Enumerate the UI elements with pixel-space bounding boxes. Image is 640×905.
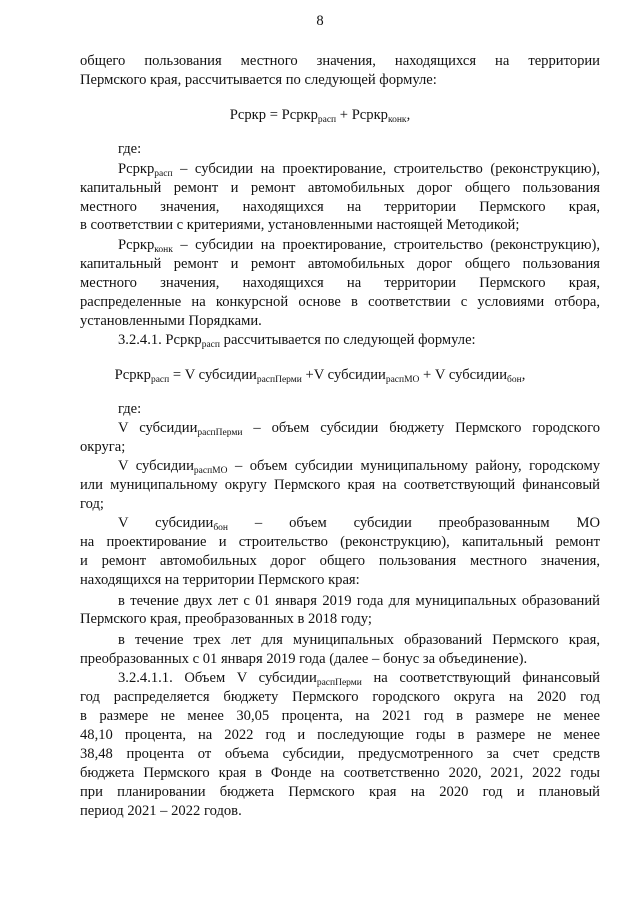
- text-line: на проектирование и строительство (реконструкцию), капитальный ремонт: [80, 534, 600, 550]
- text-line: общего пользования местного значения, находящихся на территории: [80, 53, 600, 69]
- text-line: и ремонт автомобильных дорог общего пользования местного значения,: [80, 553, 600, 569]
- text-line: при планировании бюджета Пермского края на 2020 год и плановый: [80, 784, 600, 800]
- formula-2: Рсркр$_{расп}$ = V субсидии$_{распПерми}$ +V субсидии$_{распМО}$ + V субсидии$_{бон}$,: [114, 367, 526, 385]
- text-line: в соответствии с критериями, установленными настоящей Методикой;: [80, 217, 520, 233]
- text-line: преобразованных с 01 января 2019 года (далее – бонус за объединение).: [80, 651, 528, 667]
- text-line: бюджета Пермского края в Фонде на соответственно 2020, 2021, 2022 годы: [80, 765, 600, 781]
- text-line: год;: [80, 496, 104, 512]
- text-line: Пермского края, преобразованных в 2018 году;: [80, 611, 372, 627]
- text-line: 38,48 процента от объема субсидии, предусмотренного за счет средств: [80, 746, 600, 762]
- text-line: местного значения, находящихся на территории Пермского края,: [80, 199, 600, 215]
- text-line: V субсидии$_{бон}$ – объем субсидии преобразованным МО: [118, 515, 600, 533]
- text-line: капитальный ремонт и ремонт автомобильных дорог общего пользования: [80, 256, 600, 272]
- text-line: капитальный ремонт и ремонт автомобильных дорог общего пользования: [80, 180, 600, 196]
- text-line: V субсидии$_{распПерми}$ – объем субсидии бюджету Пермского городского: [118, 420, 600, 438]
- section-3-2-4-1: 3.2.4.1. Рсркр$_{расп}$ рассчитывается по следующей формуле:: [118, 332, 476, 350]
- text-line: 48,10 процента, на 2022 год и последующие годы в размере не менее: [80, 727, 600, 743]
- text-line: распределенные на конкурсной основе в соответствии с условиями отбора,: [80, 294, 600, 310]
- text-line: Рсркр$_{конк}$ – субсидии на проектирование, строительство (реконструкцию),: [118, 237, 600, 255]
- section-3-2-4-1-1: 3.2.4.1.1. Объем V субсидии$_{распПерми}$ на соответствующий финансовый: [118, 670, 600, 688]
- text-line: находящихся на территории Пермского края:: [80, 572, 360, 588]
- page-number: 8: [316, 13, 324, 29]
- formula-1: Рсркр = Рсркр$_{расп}$ + Рсркр$_{конк}$,: [229, 107, 411, 125]
- text-line: Пермского края, рассчитывается по следующей формуле:: [80, 72, 437, 88]
- text-line: Рсркр$_{расп}$ – субсидии на проектирование, строительство (реконструкцию),: [118, 161, 600, 179]
- text-line: или муниципальному округу Пермского края на соответствующий финансовый: [80, 477, 600, 493]
- text-line: округа;: [80, 439, 126, 455]
- text-line: год распределяется бюджету Пермского городского округа на 2020 год: [80, 689, 600, 705]
- text-line: установленными Порядками.: [80, 313, 262, 329]
- text-line: в течение двух лет с 01 января 2019 года для муниципальных образований: [118, 593, 600, 609]
- text-line: период 2021 – 2022 годов.: [80, 803, 242, 819]
- where-label: где:: [118, 141, 142, 157]
- text-line: в течение трех лет для муниципальных образований Пермского края,: [118, 632, 600, 648]
- text-line: V субсидии$_{распМО}$ – объем субсидии муниципальному району, городскому: [118, 458, 600, 476]
- text-line: в размере не менее 30,05 процента, на 2021 год в размере не менее: [80, 708, 600, 724]
- text-line: местного значения, находящихся на территории Пермского края,: [80, 275, 600, 291]
- where-label: где:: [118, 401, 142, 417]
